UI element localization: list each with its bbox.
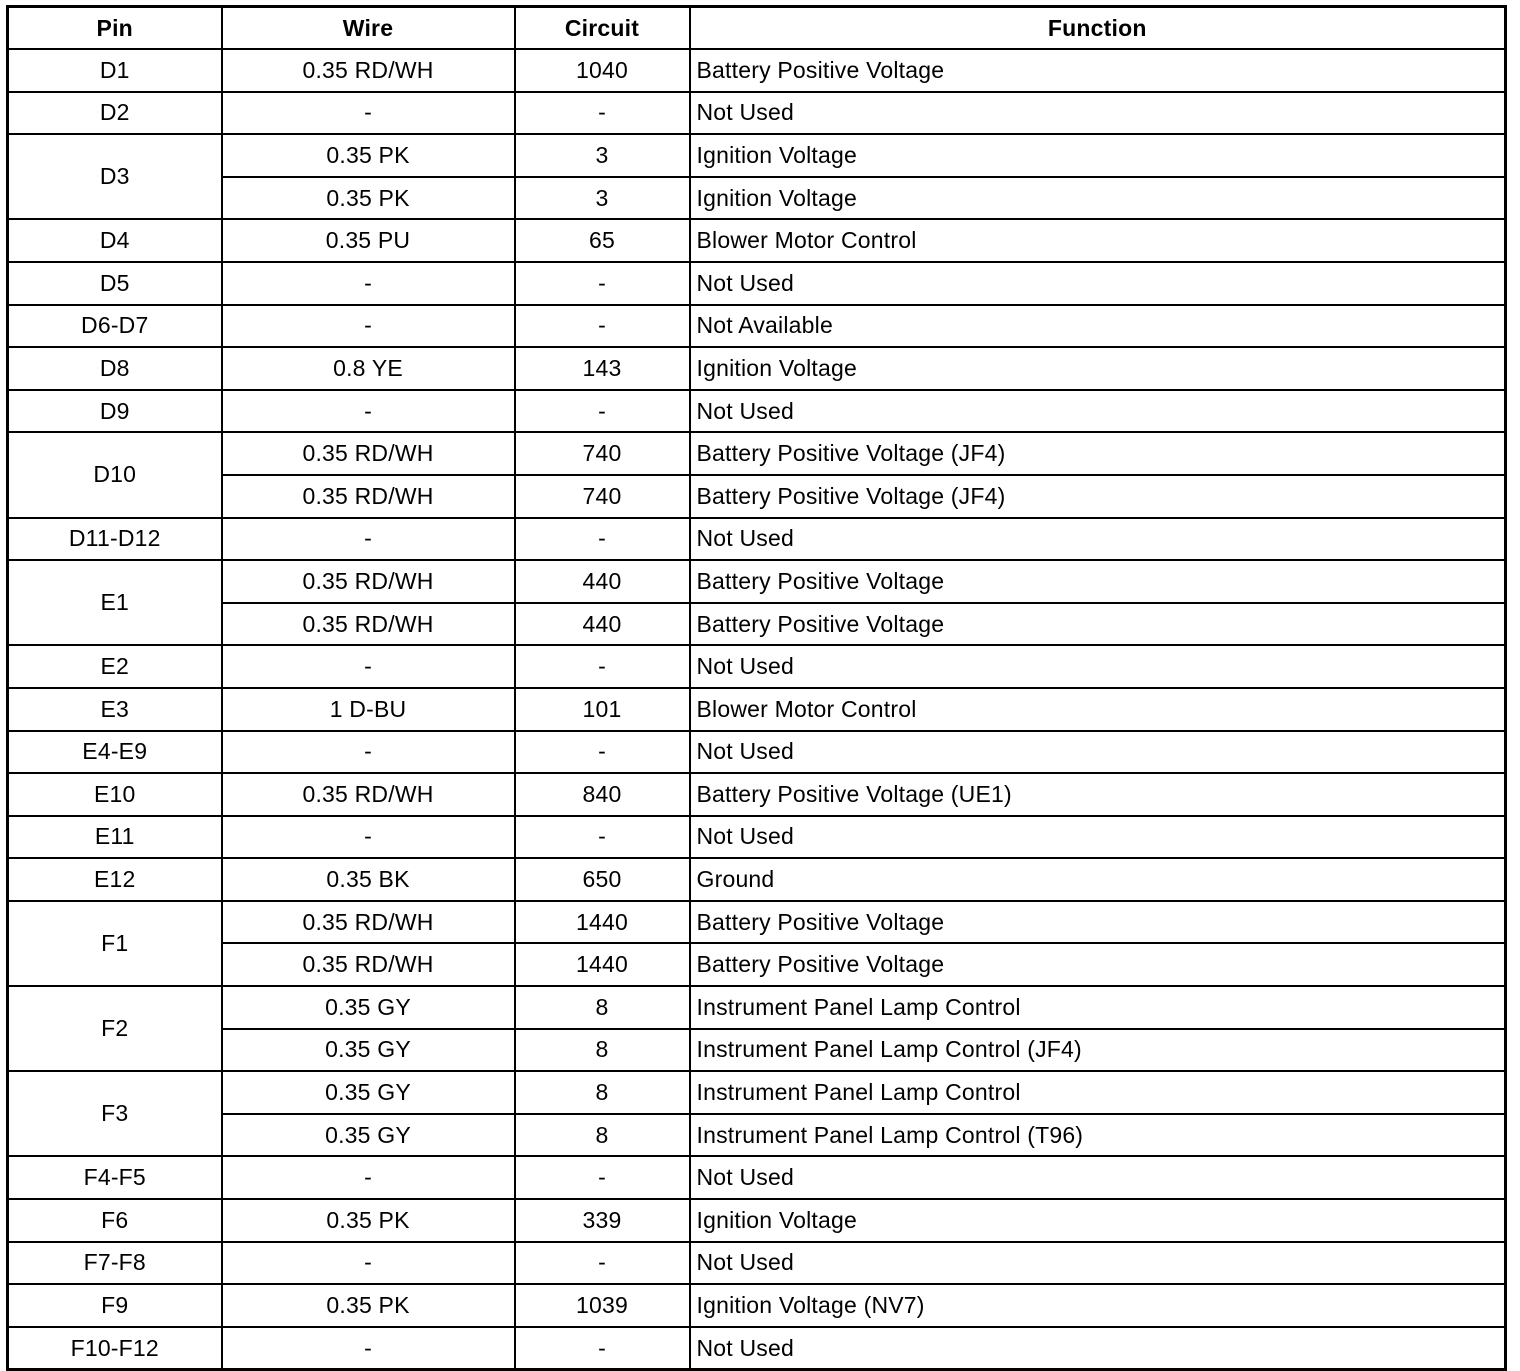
table-row	[8, 347, 1506, 390]
circuit-cell: -	[515, 1242, 690, 1285]
wire-cell: 0.35 PU	[222, 219, 515, 262]
table-row	[8, 134, 1506, 177]
table-row	[8, 475, 1506, 518]
pin-cell: F9	[8, 1284, 222, 1327]
function-cell: Battery Positive Voltage	[690, 560, 1506, 603]
circuit-cell: 840	[515, 773, 690, 816]
circuit-cell: 8	[515, 986, 690, 1029]
circuit-cell: 339	[515, 1199, 690, 1242]
header-function: Function	[690, 7, 1506, 50]
pin-cell: F4-F5	[8, 1156, 222, 1199]
table-row	[8, 92, 1506, 135]
function-cell: Not Used	[690, 1156, 1506, 1199]
table-row	[8, 688, 1506, 731]
function-cell: Ignition Voltage	[690, 347, 1506, 390]
wire-cell: -	[222, 731, 515, 774]
table-row	[8, 1114, 1506, 1157]
wire-cell: -	[222, 1327, 515, 1370]
wire-cell: 0.35 RD/WH	[222, 901, 515, 944]
function-cell: Instrument Panel Lamp Control	[690, 1071, 1506, 1114]
table-row	[8, 518, 1506, 561]
table-row	[8, 219, 1506, 262]
circuit-cell: -	[515, 518, 690, 561]
pin-cell: E3	[8, 688, 222, 731]
table-row	[8, 390, 1506, 433]
function-cell: Battery Positive Voltage (JF4)	[690, 432, 1506, 475]
function-cell: Ignition Voltage	[690, 134, 1506, 177]
pinout-body	[8, 49, 1506, 1370]
pin-cell: D10	[8, 432, 222, 517]
pin-cell: F1	[8, 901, 222, 986]
wire-cell: 0.35 PK	[222, 134, 515, 177]
table-row	[8, 816, 1506, 859]
table-row	[8, 901, 1506, 944]
wire-cell: 0.35 GY	[222, 1029, 515, 1072]
wire-cell: -	[222, 645, 515, 688]
wire-cell: 0.35 PK	[222, 177, 515, 220]
pin-cell: E4-E9	[8, 731, 222, 774]
circuit-cell: -	[515, 390, 690, 433]
table-row	[8, 1284, 1506, 1327]
wire-cell: 0.35 RD/WH	[222, 560, 515, 603]
circuit-cell: 101	[515, 688, 690, 731]
function-cell: Instrument Panel Lamp Control (JF4)	[690, 1029, 1506, 1072]
pin-cell: D9	[8, 390, 222, 433]
pin-cell: E1	[8, 560, 222, 645]
table-row	[8, 305, 1506, 348]
circuit-cell: 65	[515, 219, 690, 262]
pin-cell: D2	[8, 92, 222, 135]
table-row	[8, 1071, 1506, 1114]
circuit-cell: 650	[515, 858, 690, 901]
wire-cell: -	[222, 262, 515, 305]
function-cell: Battery Positive Voltage	[690, 49, 1506, 92]
pin-cell: D1	[8, 49, 222, 92]
pin-cell: F3	[8, 1071, 222, 1156]
wire-cell: 0.8 YE	[222, 347, 515, 390]
wire-cell: 0.35 RD/WH	[222, 603, 515, 646]
wire-cell: 0.35 PK	[222, 1284, 515, 1327]
function-cell: Not Used	[690, 390, 1506, 433]
pin-cell: F10-F12	[8, 1327, 222, 1370]
function-cell: Ground	[690, 858, 1506, 901]
function-cell: Blower Motor Control	[690, 688, 1506, 731]
wire-cell: -	[222, 1156, 515, 1199]
table-row	[8, 943, 1506, 986]
circuit-cell: 3	[515, 177, 690, 220]
circuit-cell: 1440	[515, 943, 690, 986]
pin-cell: E2	[8, 645, 222, 688]
pin-cell: D5	[8, 262, 222, 305]
function-cell: Battery Positive Voltage (JF4)	[690, 475, 1506, 518]
table-row	[8, 603, 1506, 646]
wire-cell: 0.35 PK	[222, 1199, 515, 1242]
function-cell: Not Used	[690, 262, 1506, 305]
pin-cell: D3	[8, 134, 222, 219]
pinout-table	[6, 5, 1507, 1371]
pin-cell: E12	[8, 858, 222, 901]
table-row	[8, 432, 1506, 475]
circuit-cell: 440	[515, 560, 690, 603]
table-row	[8, 177, 1506, 220]
pin-cell: F2	[8, 986, 222, 1071]
function-cell: Not Used	[690, 816, 1506, 859]
wire-cell: -	[222, 390, 515, 433]
circuit-cell: -	[515, 92, 690, 135]
pin-cell: D6-D7	[8, 305, 222, 348]
wire-cell: 0.35 BK	[222, 858, 515, 901]
wire-cell: -	[222, 1242, 515, 1285]
circuit-cell: 3	[515, 134, 690, 177]
function-cell: Not Used	[690, 1327, 1506, 1370]
table-row	[8, 1156, 1506, 1199]
function-cell: Not Used	[690, 645, 1506, 688]
circuit-cell: 8	[515, 1114, 690, 1157]
header-circuit: Circuit	[515, 7, 690, 50]
pin-cell: D8	[8, 347, 222, 390]
wire-cell: 1 D-BU	[222, 688, 515, 731]
function-cell: Battery Positive Voltage	[690, 943, 1506, 986]
pin-cell: D11-D12	[8, 518, 222, 561]
circuit-cell: -	[515, 1327, 690, 1370]
function-cell: Instrument Panel Lamp Control (T96)	[690, 1114, 1506, 1157]
circuit-cell: 440	[515, 603, 690, 646]
wire-cell: 0.35 RD/WH	[222, 49, 515, 92]
pin-cell: F6	[8, 1199, 222, 1242]
function-cell: Not Used	[690, 92, 1506, 135]
circuit-cell: 1040	[515, 49, 690, 92]
wire-cell: 0.35 RD/WH	[222, 432, 515, 475]
function-cell: Instrument Panel Lamp Control	[690, 986, 1506, 1029]
header-pin: Pin	[8, 7, 222, 50]
function-cell: Not Available	[690, 305, 1506, 348]
wire-cell: 0.35 RD/WH	[222, 475, 515, 518]
circuit-cell: 1039	[515, 1284, 690, 1327]
circuit-cell: -	[515, 305, 690, 348]
header-wire: Wire	[222, 7, 515, 50]
wire-cell: 0.35 GY	[222, 986, 515, 1029]
function-cell: Battery Positive Voltage	[690, 901, 1506, 944]
table-row	[8, 773, 1506, 816]
circuit-cell: -	[515, 816, 690, 859]
circuit-cell: -	[515, 1156, 690, 1199]
header-row	[8, 7, 1506, 50]
wire-cell: -	[222, 92, 515, 135]
function-cell: Ignition Voltage	[690, 1199, 1506, 1242]
wire-cell: -	[222, 305, 515, 348]
function-cell: Ignition Voltage	[690, 177, 1506, 220]
circuit-cell: 740	[515, 475, 690, 518]
circuit-cell: 8	[515, 1029, 690, 1072]
wire-cell: 0.35 RD/WH	[222, 943, 515, 986]
wire-cell: -	[222, 816, 515, 859]
circuit-cell: 740	[515, 432, 690, 475]
table-row	[8, 645, 1506, 688]
function-cell: Not Used	[690, 518, 1506, 561]
wire-cell: 0.35 GY	[222, 1114, 515, 1157]
circuit-cell: 1440	[515, 901, 690, 944]
wire-cell: -	[222, 518, 515, 561]
circuit-cell: -	[515, 262, 690, 305]
table-row	[8, 1199, 1506, 1242]
table-row	[8, 1242, 1506, 1285]
table-row	[8, 1327, 1506, 1370]
table-row	[8, 858, 1506, 901]
circuit-cell: 8	[515, 1071, 690, 1114]
circuit-cell: 143	[515, 347, 690, 390]
table-row	[8, 262, 1506, 305]
table-row	[8, 49, 1506, 92]
table-row	[8, 731, 1506, 774]
function-cell: Blower Motor Control	[690, 219, 1506, 262]
pin-cell: E11	[8, 816, 222, 859]
circuit-cell: -	[515, 731, 690, 774]
wire-cell: 0.35 GY	[222, 1071, 515, 1114]
function-cell: Not Used	[690, 731, 1506, 774]
function-cell: Battery Positive Voltage (UE1)	[690, 773, 1506, 816]
table-row	[8, 1029, 1506, 1072]
function-cell: Not Used	[690, 1242, 1506, 1285]
table-row	[8, 986, 1506, 1029]
pin-cell: E10	[8, 773, 222, 816]
function-cell: Battery Positive Voltage	[690, 603, 1506, 646]
pin-cell: F7-F8	[8, 1242, 222, 1285]
wire-cell: 0.35 RD/WH	[222, 773, 515, 816]
function-cell: Ignition Voltage (NV7)	[690, 1284, 1506, 1327]
table-row	[8, 560, 1506, 603]
circuit-cell: -	[515, 645, 690, 688]
pin-cell: D4	[8, 219, 222, 262]
